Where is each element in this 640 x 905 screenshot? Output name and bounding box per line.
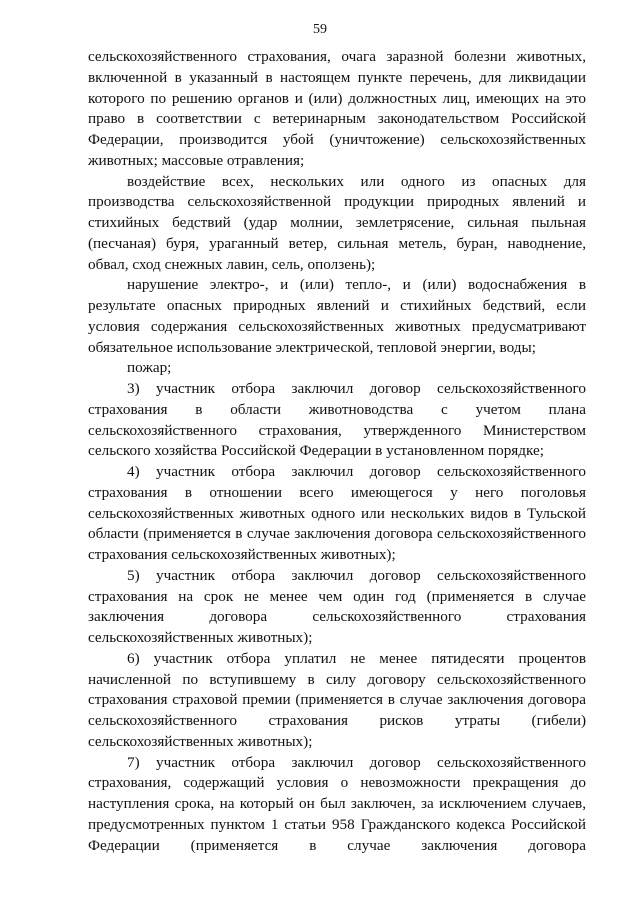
paragraph-item-6: 6) участник отбора уплатил не менее пятидесяти процентов начисленной по вступившему в силу договору сельскохозяйственного страхования страховой премии (применяется в случае заключения договора сельскохозяйственного страхования рисков утраты (гибели) сельскохозяйственных животных); [88,649,586,750]
paragraph-continuation: сельскохозяйственного страхования, очага заразной болезни животных, включенной в указанный в настоящем пункте перечень, для ликвидации которого по решению органов и (или) должностных лиц, имеющих на это право в соответствии с ветеринарным законодательством Российской Федерации, производится убой (уничтожение) сельскохозяйственных животных; массовые отравления; [88,48,586,169]
paragraph-natural-hazards: воздействие всех, нескольких или одного из опасных для производства сельскохозяйственной продукции природных явлений и стихийных бедствий (удар молнии, землетрясение, сильная пыльная (песчаная) буря, ураганный ветер, сильная метель, буран, наводнение, обвал, сход снежных лавин, сель, оползень); [88,172,586,273]
paragraph-fire: пожар; [127,359,172,377]
paragraph-utility-disruption: нарушение электро-, и (или) тепло-, и (или) водоснабжения в результате опасных природных явлений и стихийных бедствий, если условия содержания сельскохозяйственных животных предусматривают обязательное использование электрической, тепловой энергии, воды; [88,276,586,356]
page-number: 59 [313,22,327,37]
paragraph-item-4: 4) участник отбора заключил договор сельскохозяйственного страхования в отношении всего имеющегося у него поголовья сельскохозяйственных животных одного или нескольких видов в Тульской области (применяется в случае заключения договора сельскохозяйственного страхования сельскохозяйственных животных); [88,463,586,563]
document-body [88,47,586,856]
paragraph-item-3: 3) участник отбора заключил договор сельскохозяйственного страхования в области животноводства с учетом плана сельскохозяйственного страхования, утвержденного Министерством сельского хозяйства Российской Федерации в установленном порядке; [88,380,586,460]
paragraph-item-5: 5) участник отбора заключил договор сельскохозяйственного страхования на срок не менее чем один год (применяется в случае заключения договора сельскохозяйственного страхования сельскохозяйственных животных); [88,566,586,646]
paragraph-item-7: 7) участник отбора заключил договор сельскохозяйственного страхования, содержащий условия о невозможности прекращения до наступления срока, на который он был заключен, за исключением случаев, предусмотренных пунктом 1 статьи 958 Гражданского кодекса Российской Федерации (применяется в случае заключения договора [88,753,586,854]
